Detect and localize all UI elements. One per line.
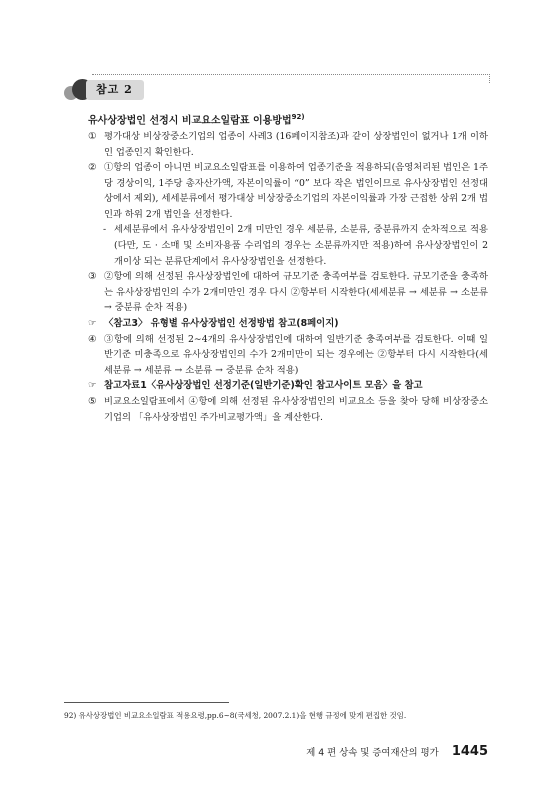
sub-item [88,222,488,269]
page-number: 1445 [451,744,488,759]
footer-section-title: 제 4 편 상속 및 증여재산의 평가 [306,747,439,759]
item-marker: ④ [88,333,97,345]
note-text: 참고자료1〈유사상장법인 선정기준(일반기준)확인 참고사이트 모음〉을 참고 [104,380,423,392]
dash-marker: - [103,224,107,236]
section-heading [88,110,488,129]
reference-note [88,378,488,394]
item-text: ②항에 의해 선정된 유사상장법인에 대하여 규모기준 충족여부를 검토한다. 규모기준을 충족하는 유사상장법인의 수가 2개미만인 경우 다시 ②항부터 시작한다(세세분류 → 세분류 → 소분류 → 중분류 순차 적용) [104,271,488,314]
item-text: ③항에 의해 선정된 2∼4개의 유사상장법인에 대하여 일반기준 충족여부를 검토한다. 이때 일반기준 미충족으로 유사상장법인의 수가 2개미만이 되는 경우에는 ②항부터 다시 시작한다(세세분류 → 세분류 → 소분류 → 중분류 순차 적용) [104,333,488,376]
footnote: 92) 유사상장법인 비교요소일람표 적용요령,pp.6~8(국세청, 2007.2.1)을 현행 규정에 맞게 편집한 것임. [64,711,407,720]
list-item [88,160,488,222]
item-text: 비교요소일람표에서 ④항에 의해 선정된 유사상장법인의 비교요소 등을 찾아 당해 비상장중소기업의 「유사상장법인 주가비교평가액」을 계산한다. [104,396,488,423]
reference-note [88,316,488,332]
dotted-border [92,74,490,83]
note-text: 〈참고3〉 유형별 유사상장법인 선정방법 참고(8페이지) [104,318,339,330]
pointing-hand-icon: ☞ [88,380,97,392]
item-marker: ⑤ [88,396,97,408]
item-text: ①항의 업종이 아니면 비교요소일람표를 이용하여 업종기준을 적용하되(음영처리된 법인은 1주당 경상이익, 1주당 총자산가액, 자본이익률이 “0” 보다 작은 법인이므로 유사상장법인 선정대상에서 제외), 세세분류에서 평가대상 비상장중소기업의 자본이익률과 가장 근접한 상위 2개 법인과 하위 2개 법인을 선정한다. [104,162,488,220]
footnote-ref: 92) [291,113,305,121]
list-item [88,129,488,160]
main-content [88,110,488,425]
sub-item-text: 세세분류에서 유사상장법인이 2개 미만인 경우 세분류, 소분류, 중분류까지 순차적으로 적용(다만, 도 · 소매 및 소비자용품 수리업의 경우는 소분류까지만 적용)하여 유사상장법인이 2개이상 되는 분류단계에서 유사상장법인을 선정한다. [114,224,488,267]
list-item [88,332,488,379]
heading-title: 유사상장법인 선정시 비교요소일람표 이용방법 [88,115,292,127]
page-footer [306,741,488,760]
list-item [88,269,488,316]
footnote-divider [64,702,229,703]
item-marker: ③ [88,271,97,283]
item-text: 평가대상 비상장중소기업의 업종이 사례3 (16페이지참조)과 같이 상장법인이 없거나 1개 이하인 업종인지 확인한다. [104,130,488,158]
list-item [88,394,488,425]
pointing-hand-icon: ☞ [88,318,97,330]
item-marker: ② [88,162,97,174]
reference-label: 참고 2 [96,83,133,96]
item-marker: ① [88,130,97,142]
reference-header [64,72,489,104]
